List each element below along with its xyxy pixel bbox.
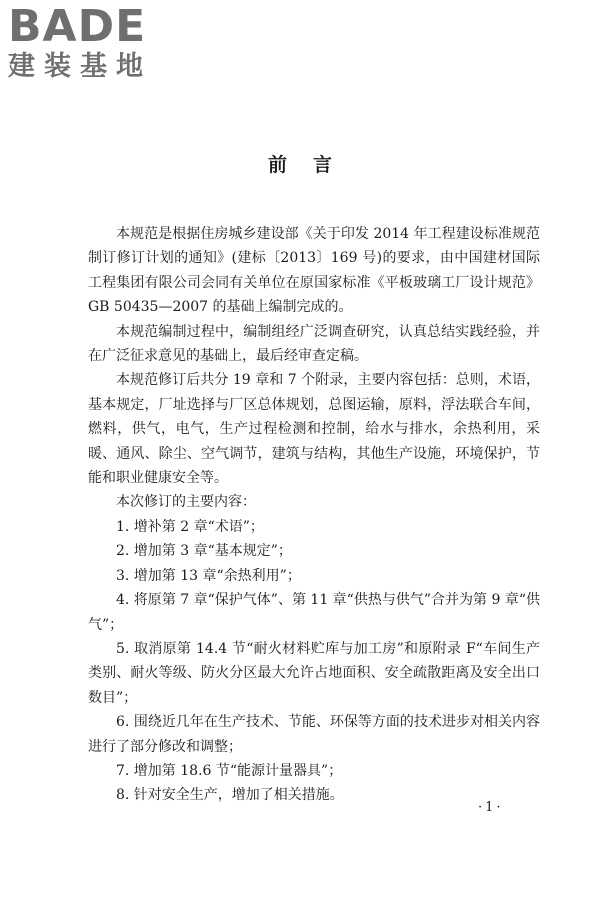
page-number: ·1·	[478, 800, 504, 815]
paragraph-intro: 本规范是根据住房城乡建设部《关于印发 2014 年工程建设标准规范制订修订计划的通知》(建标〔2013〕169 号)的要求，由中国建材国际工程集团有限公司会同有关单位在原国家标准《平板玻璃工厂设计规范》GB 50435—2007 的基础上编制完成的。	[88, 226, 540, 316]
revision-item-4: 4. 将原第 7 章“保护气体”、第 11 章“供热与供气”合并为第 9 章“供气”；	[88, 592, 540, 633]
revision-item-8: 8. 针对安全生产，增加了相关措施。	[116, 787, 344, 804]
preface-body	[88, 222, 540, 808]
paragraph-process: 本规范编制过程中，编制组经广泛调查研究，认真总结实践经验，并在广泛征求意见的基础上，最后经审查定稿。	[88, 323, 540, 365]
page-title: 前言	[267, 154, 358, 176]
bade-logo	[8, 1, 178, 84]
revision-item-6: 6. 围绕近几年在生产技术、节能、环保等方面的技术进步对相关内容进行了部分修改和调整；	[88, 714, 540, 755]
logo-subtitle-text: 建装基地	[8, 51, 152, 82]
revision-item-7: 7. 增加第 18.6 节“能源计量器具”；	[116, 762, 343, 779]
revision-item-3: 3. 增加第 13 章“余热利用”；	[116, 567, 301, 584]
revision-item-2: 2. 增加第 3 章“基本规定”；	[116, 543, 292, 560]
revision-item-1: 1. 增补第 2 章“术语”；	[116, 518, 264, 535]
revision-item-5: 5. 取消原第 14.4 节“耐火材料贮库与加工房”和原附录 F“车间生产类别、耐火等级、防火分区最大允许占地面积、安全疏散距离及安全出口数目”；	[88, 640, 540, 706]
paragraph-contents: 本规范修订后共分 19 章和 7 个附录，主要内容包括：总则，术语，基本规定，厂址选择与厂区总体规划，总图运输，原料，浮法联合车间，燃料，供气，电气，生产过程检测和控制，给水与排水，余热利用，采暖、通风、除尘、空气调节，建筑与结构，其他生产设施，环境保护，节能和职业健康安全等。	[88, 372, 540, 487]
logo-brand-text: BADE	[8, 1, 147, 52]
paragraph-revision-heading: 本次修订的主要内容：	[116, 494, 256, 511]
